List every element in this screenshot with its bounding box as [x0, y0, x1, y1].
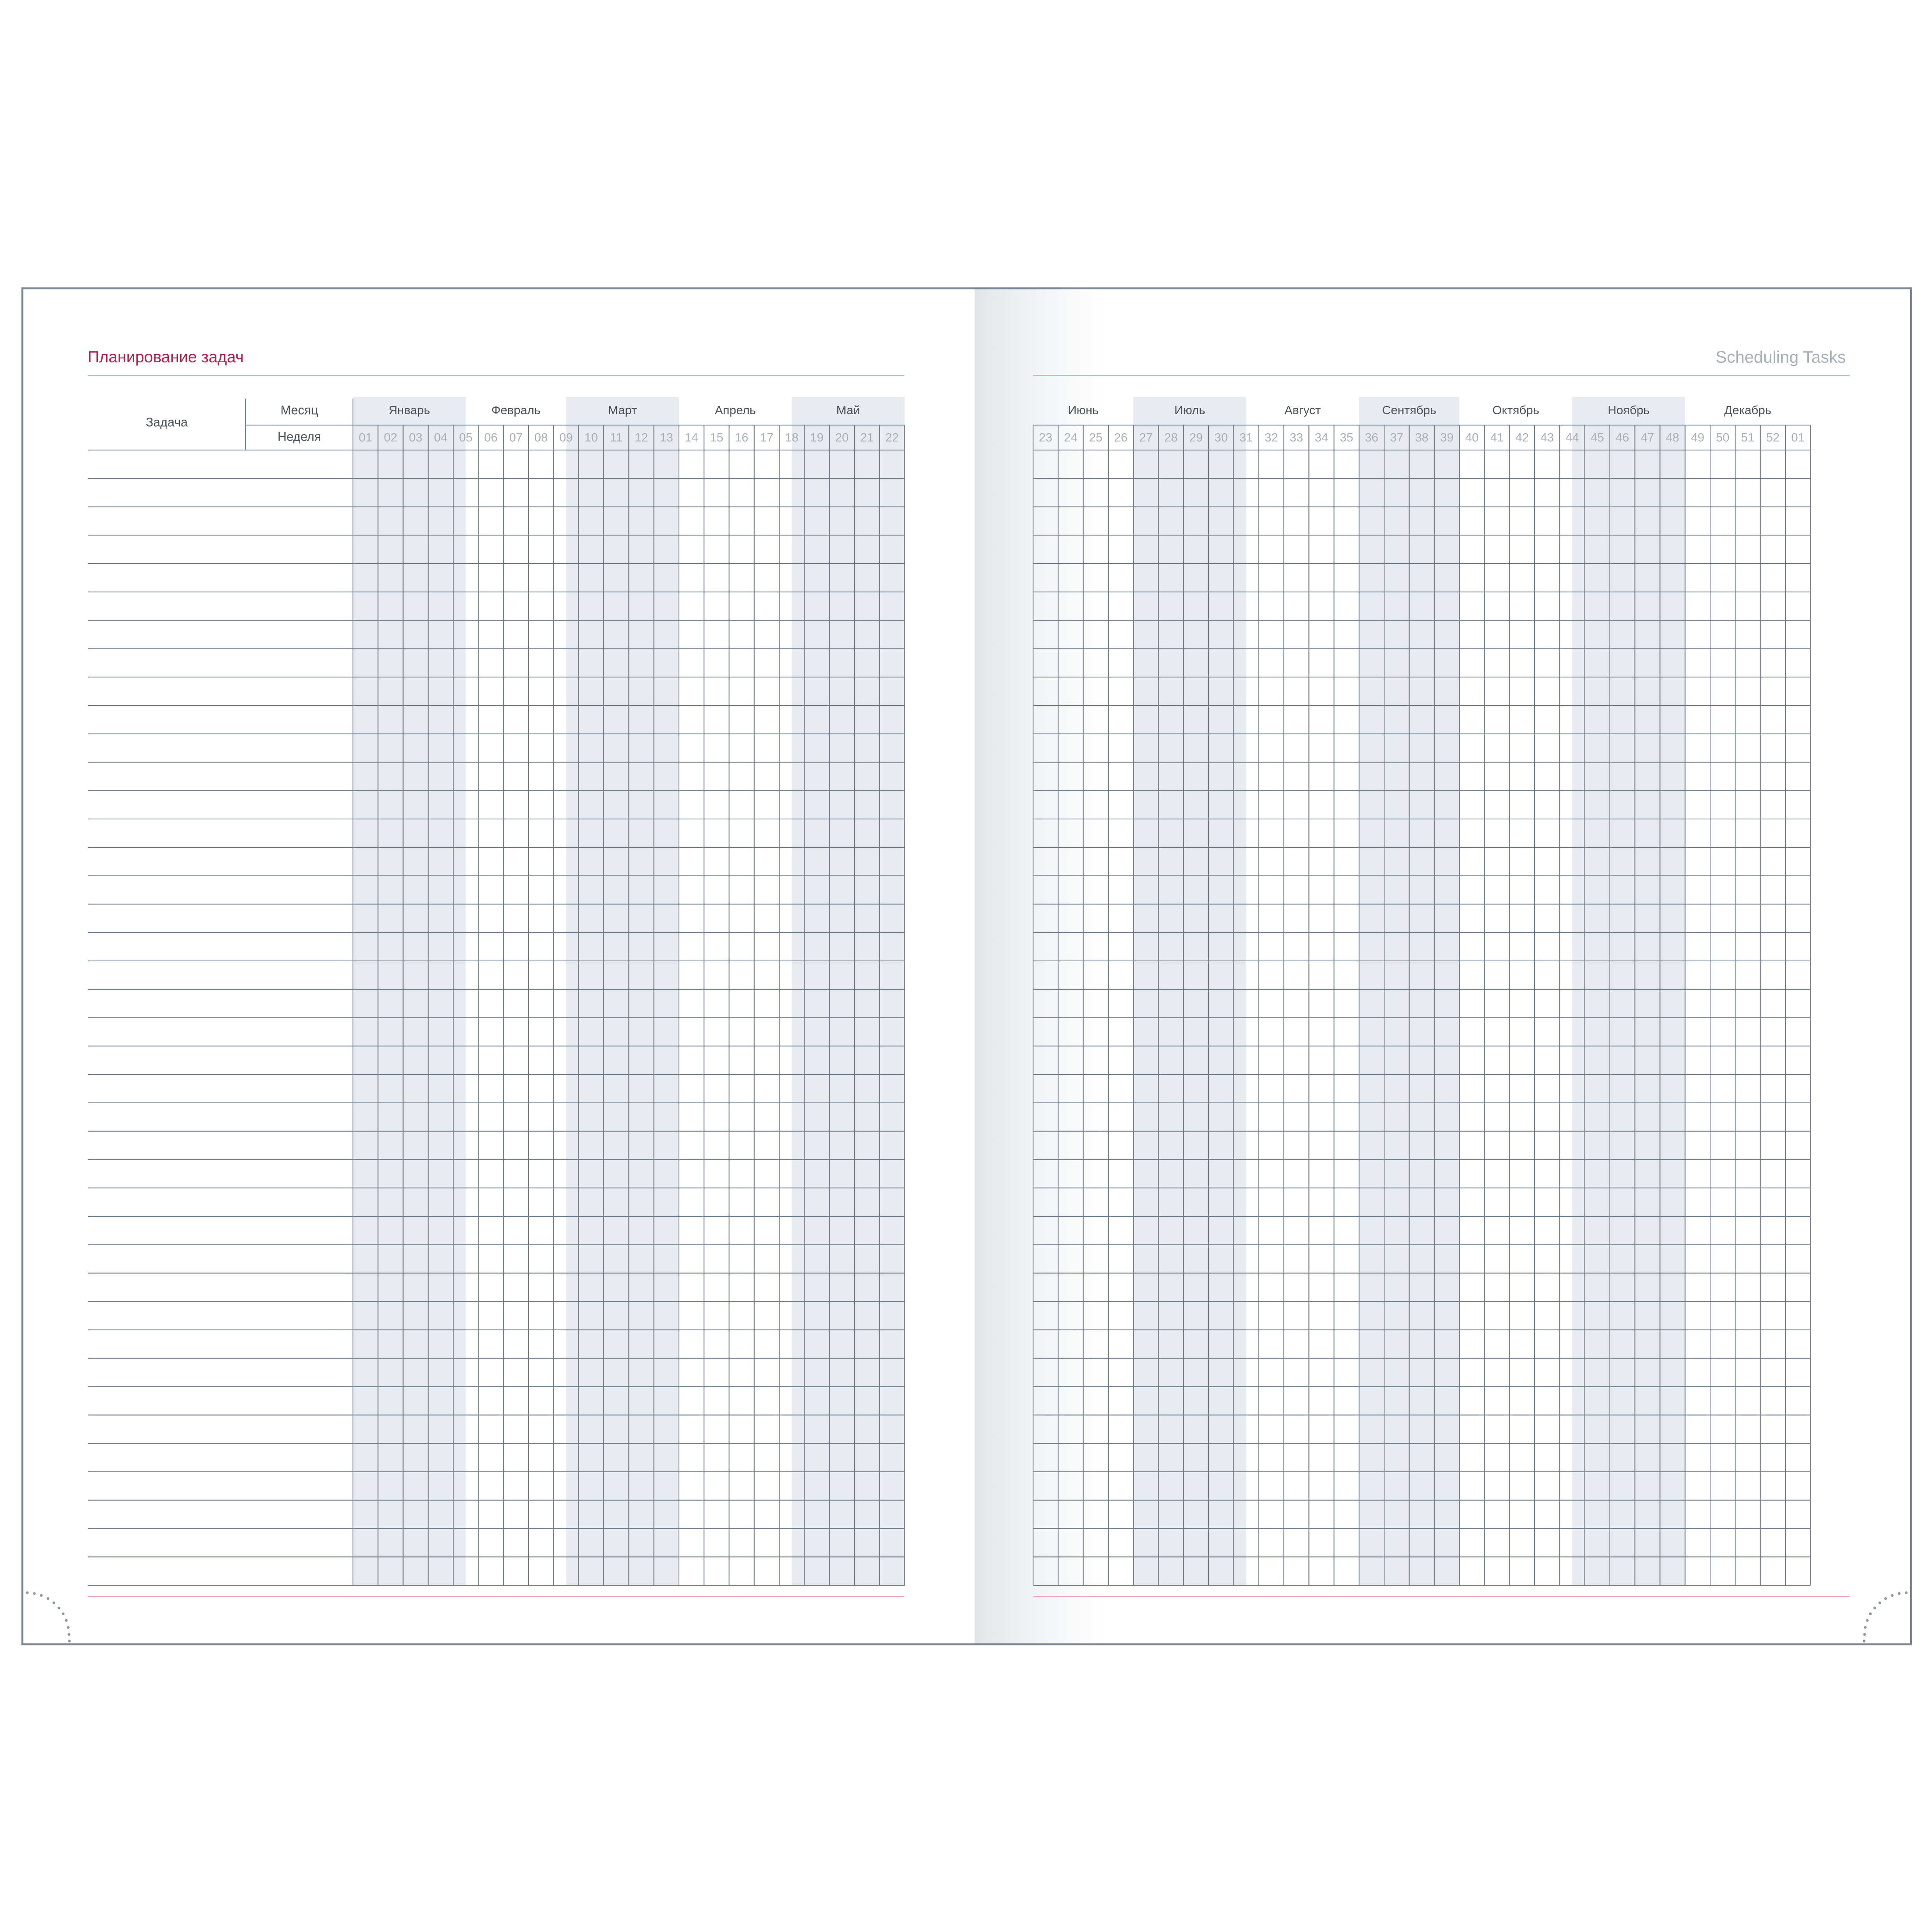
week-number: 01 — [1791, 431, 1805, 445]
week-number: 29 — [1189, 431, 1203, 445]
week-number: 27 — [1139, 431, 1153, 445]
week-number: 07 — [509, 431, 523, 445]
week-number: 43 — [1540, 431, 1554, 445]
week-number: 40 — [1465, 431, 1479, 445]
task-header-label: Задача — [145, 415, 188, 429]
month-label: Июнь — [1068, 403, 1099, 417]
week-number: 47 — [1641, 431, 1654, 445]
month-label: Сентябрь — [1382, 403, 1436, 417]
week-header-label: Неделя — [277, 429, 321, 444]
week-number: 49 — [1691, 431, 1705, 445]
bottom-rule-right — [1033, 1596, 1850, 1597]
week-number: 17 — [760, 431, 774, 445]
month-label: Октябрь — [1492, 403, 1539, 417]
week-number: 34 — [1315, 431, 1328, 445]
week-number: 11 — [610, 431, 623, 445]
month-header-label: Месяц — [280, 403, 318, 417]
planner-spread — [21, 287, 1912, 1645]
month-label: Декабрь — [1724, 403, 1771, 417]
month-label: Июль — [1174, 403, 1205, 417]
week-number: 31 — [1239, 431, 1253, 445]
week-number: 05 — [459, 431, 473, 445]
week-number: 16 — [735, 431, 748, 445]
week-number: 22 — [885, 431, 899, 445]
page-title-right: Scheduling Tasks — [1716, 348, 1846, 367]
week-number: 14 — [684, 431, 698, 445]
week-number: 51 — [1741, 431, 1755, 445]
week-number: 18 — [785, 431, 799, 445]
week-number: 04 — [434, 431, 448, 445]
corner-dots-left — [23, 1588, 78, 1643]
month-label: Ноябрь — [1608, 403, 1650, 417]
week-number: 24 — [1064, 431, 1078, 445]
week-number: 44 — [1565, 431, 1579, 445]
week-number: 30 — [1214, 431, 1228, 445]
month-label: Февраль — [491, 403, 541, 417]
week-number: 15 — [710, 431, 723, 445]
week-number: 42 — [1515, 431, 1529, 445]
week-number: 21 — [860, 431, 874, 445]
week-number: 01 — [358, 431, 372, 445]
week-number: 38 — [1415, 431, 1429, 445]
gantt-grid-right — [23, 289, 1910, 1643]
week-number: 10 — [584, 431, 598, 445]
month-label: Май — [836, 403, 860, 417]
week-number: 50 — [1716, 431, 1730, 445]
corner-dots-right — [1856, 1588, 1910, 1643]
week-number: 45 — [1590, 431, 1604, 445]
week-number: 41 — [1490, 431, 1504, 445]
week-number: 02 — [384, 431, 397, 445]
week-number: 32 — [1264, 431, 1278, 445]
week-number: 19 — [810, 431, 824, 445]
month-label: Апрель — [714, 403, 756, 417]
week-number: 08 — [534, 431, 548, 445]
month-label: Январь — [388, 403, 430, 417]
week-number: 20 — [835, 431, 849, 445]
month-shade — [1133, 397, 1246, 1585]
week-number: 37 — [1390, 431, 1404, 445]
week-number: 28 — [1164, 431, 1178, 445]
week-number: 46 — [1615, 431, 1629, 445]
week-number: 26 — [1114, 431, 1128, 445]
week-number: 35 — [1340, 431, 1353, 445]
week-number: 39 — [1440, 431, 1454, 445]
week-number: 09 — [559, 431, 573, 445]
week-number: 23 — [1039, 431, 1053, 445]
week-number: 06 — [484, 431, 498, 445]
week-number: 13 — [659, 431, 673, 445]
week-number: 12 — [635, 431, 648, 445]
week-number: 52 — [1766, 431, 1780, 445]
week-number: 48 — [1666, 431, 1679, 445]
month-label: Март — [608, 403, 637, 417]
week-number: 33 — [1289, 431, 1303, 445]
month-label: Август — [1284, 403, 1321, 417]
page-title-left: Планирование задач — [88, 348, 244, 366]
month-shade — [1572, 397, 1685, 1585]
week-number: 25 — [1089, 431, 1102, 445]
week-number: 03 — [409, 431, 422, 445]
week-number: 36 — [1365, 431, 1379, 445]
